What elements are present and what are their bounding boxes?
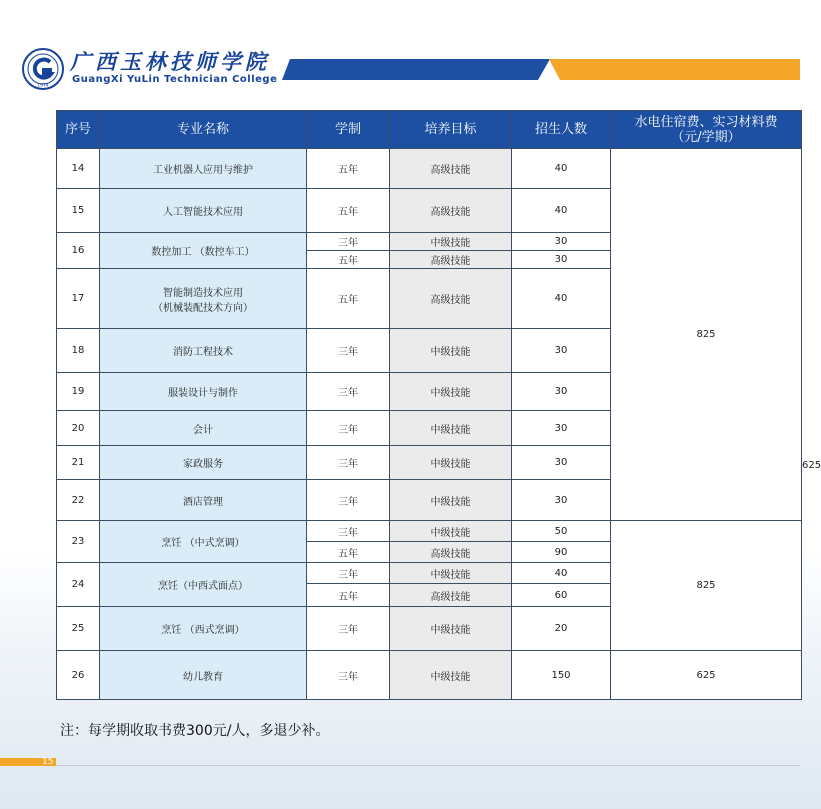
seq-cell: 22: [57, 480, 100, 521]
goal-cell: 高级技能: [390, 251, 512, 269]
major-line2: （机械装配技术方向）: [153, 302, 253, 314]
header-goal: 培养目标: [390, 111, 512, 149]
goal-cell: 高级技能: [390, 584, 512, 607]
goal-cell: 中级技能: [390, 411, 512, 446]
emblem-year: 1974: [37, 83, 49, 89]
major-cell: 酒店管理: [100, 480, 307, 521]
goal-cell: 高级技能: [390, 149, 512, 189]
header-fees-line2: （元/学期）: [671, 129, 741, 145]
enrollment-cell: 30: [512, 446, 611, 480]
enrollment-cell: 40: [512, 269, 611, 329]
enrollment-cell: 90: [512, 542, 611, 563]
seq-cell: 14: [57, 149, 100, 189]
fee-cell: 825: [611, 521, 802, 651]
header-fees-line1: 水电住宿费、实习材料费: [634, 114, 778, 130]
enrollment-cell: 40: [512, 189, 611, 233]
major-cell: 数控加工 （数控车工）: [100, 233, 307, 269]
major-cell: 家政服务: [100, 446, 307, 480]
enrollment-table: [56, 110, 821, 700]
major-cell: 服装设计与制作: [100, 373, 307, 411]
enrollment-cell: 30: [512, 251, 611, 269]
major-cell: 幼儿教育: [100, 651, 307, 700]
major-cell: [100, 269, 307, 329]
goal-cell: 中级技能: [390, 446, 512, 480]
goal-cell: 中级技能: [390, 233, 512, 251]
major-line1: 智能制造技术应用: [163, 287, 243, 299]
fee-cell: 825: [611, 149, 802, 521]
length-cell: 三年: [307, 521, 390, 542]
length-cell: 五年: [307, 149, 390, 189]
header-fees: [611, 111, 802, 149]
header-length: 学制: [307, 111, 390, 149]
goal-cell: 中级技能: [390, 607, 512, 651]
major-cell: 人工智能技术应用: [100, 189, 307, 233]
seq-cell: 23: [57, 521, 100, 563]
length-cell: 五年: [307, 269, 390, 329]
enrollment-cell: 50: [512, 521, 611, 542]
seq-cell: 25: [57, 607, 100, 651]
goal-cell: 高级技能: [390, 189, 512, 233]
major-cell: 消防工程技术: [100, 329, 307, 373]
enrollment-cell: 30: [512, 480, 611, 521]
seq-cell: 20: [57, 411, 100, 446]
enrollment-cell: 30: [512, 411, 611, 446]
header-seq: 序号: [57, 111, 100, 149]
major-cell: 烹饪（中西式面点）: [100, 563, 307, 607]
major-cell: 工业机器人应用与维护: [100, 149, 307, 189]
enrollment-cell: 30: [512, 373, 611, 411]
major-cell: 烹饪 （西式烹调）: [100, 607, 307, 651]
length-cell: 三年: [307, 329, 390, 373]
length-cell: 三年: [307, 233, 390, 251]
enrollment-cell: 20: [512, 607, 611, 651]
goal-cell: 中级技能: [390, 651, 512, 700]
length-cell: 三年: [307, 446, 390, 480]
length-cell: 五年: [307, 584, 390, 607]
goal-cell: 高级技能: [390, 269, 512, 329]
enrollment-cell: 30: [512, 233, 611, 251]
seq-cell: 17: [57, 269, 100, 329]
table-row: [57, 149, 802, 189]
enrollment-cell: 30: [512, 329, 611, 373]
college-name-cn: 广西玉林技师学院: [70, 49, 270, 74]
page-number: 15: [42, 757, 54, 767]
table-row: [57, 521, 802, 542]
seq-cell: 24: [57, 563, 100, 607]
goal-cell: 中级技能: [390, 521, 512, 542]
enrollment-cell: 150: [512, 651, 611, 700]
length-cell: 三年: [307, 563, 390, 584]
major-cell: 会计: [100, 411, 307, 446]
major-cell: 烹饪 （中式烹调）: [100, 521, 307, 563]
seq-cell: 16: [57, 233, 100, 269]
length-cell: 三年: [307, 480, 390, 521]
goal-cell: 中级技能: [390, 480, 512, 521]
seq-cell: 18: [57, 329, 100, 373]
goal-cell: 中级技能: [390, 563, 512, 584]
header-enrollment: 招生人数: [512, 111, 611, 149]
college-logo: [22, 44, 282, 90]
length-cell: 五年: [307, 189, 390, 233]
college-name-en: GuangXi YuLin Technician College: [72, 74, 278, 85]
length-cell: 三年: [307, 651, 390, 700]
table-header-row: [57, 111, 802, 149]
length-cell: 三年: [307, 607, 390, 651]
enrollment-cell: 60: [512, 584, 611, 607]
length-cell: 五年: [307, 542, 390, 563]
page-divider: [56, 765, 800, 766]
length-cell: 三年: [307, 411, 390, 446]
seq-cell: 15: [57, 189, 100, 233]
enrollment-cell: 40: [512, 149, 611, 189]
footnote: 注：每学期收取书费300元/人，多退少补。: [60, 723, 330, 739]
table-row: [57, 651, 802, 700]
seq-cell: 19: [57, 373, 100, 411]
seq-cell: 21: [57, 446, 100, 480]
college-emblem-icon: [22, 48, 64, 90]
goal-cell: 中级技能: [390, 373, 512, 411]
goal-cell: 高级技能: [390, 542, 512, 563]
fee-cell: 625: [611, 651, 802, 700]
length-cell: 五年: [307, 251, 390, 269]
seq-cell: 26: [57, 651, 100, 700]
length-cell: 三年: [307, 373, 390, 411]
goal-cell: 中级技能: [390, 329, 512, 373]
header-major: 专业名称: [100, 111, 307, 149]
enrollment-cell: 40: [512, 563, 611, 584]
table-row: 20 会计 三年 中级技能 30 625: [57, 411, 802, 446]
